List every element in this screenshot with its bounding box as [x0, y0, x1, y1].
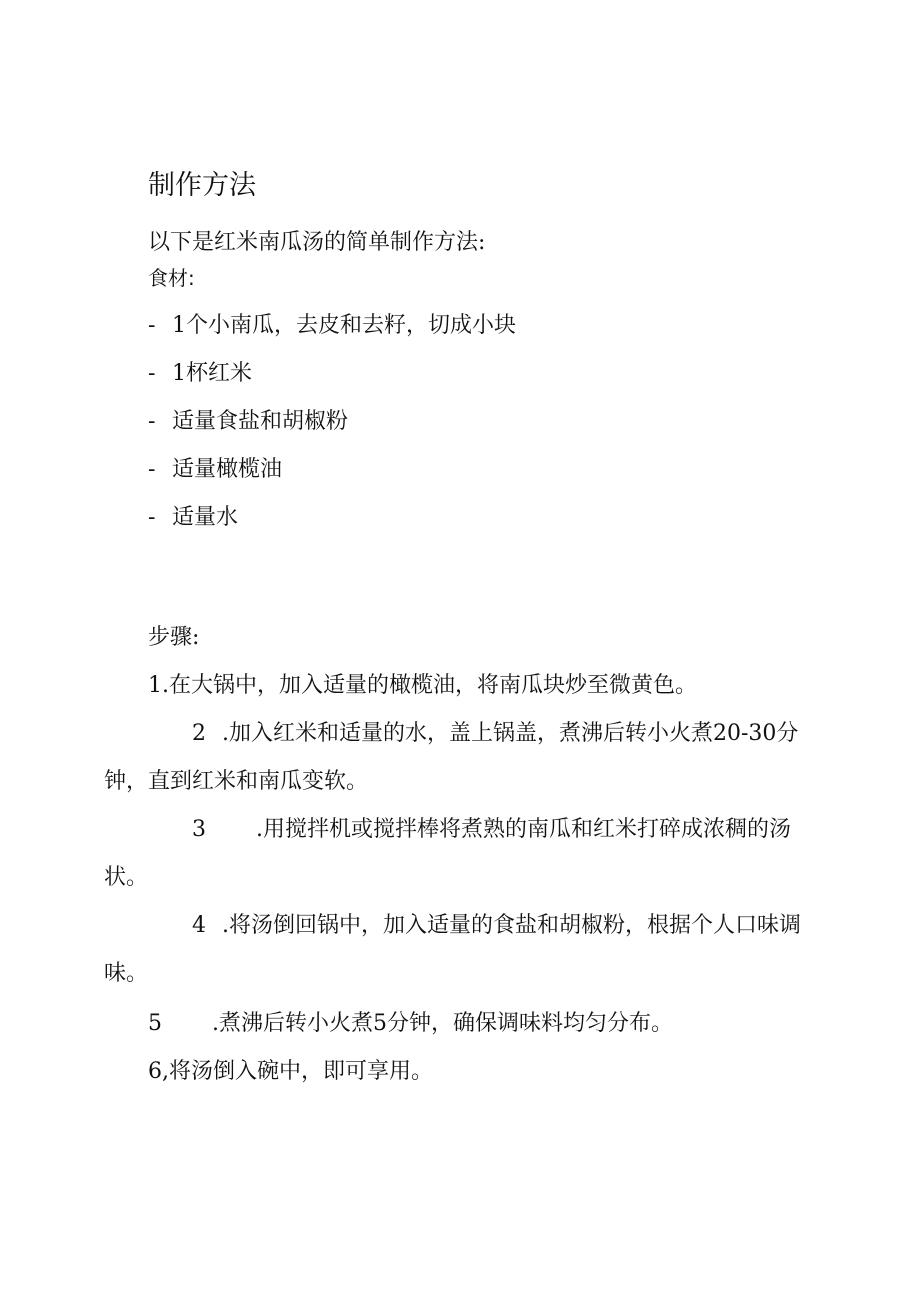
- bullet-dash: -: [148, 505, 156, 530]
- bullet-dash: -: [148, 409, 156, 434]
- ingredient-text: 1杯红米: [172, 361, 252, 386]
- bullet-dash: -: [148, 361, 156, 386]
- step-number: 3: [192, 817, 206, 842]
- ingredient-item: [148, 502, 238, 534]
- step-number: 4: [192, 913, 206, 938]
- steps-label: 步骤:: [148, 625, 200, 650]
- step-text: .用搅拌机或搅拌棒将煮熟的南瓜和红米打碎成浓稠的汤状。: [104, 817, 791, 890]
- step-number: 6,: [148, 1059, 169, 1084]
- ingredient-item: [148, 358, 252, 390]
- step-item: [148, 670, 697, 702]
- step-number: 2: [192, 721, 206, 746]
- ingredient-text: 1个小南瓜，去皮和去籽，切成小块: [172, 313, 516, 338]
- ingredient-text: 适量水: [172, 505, 239, 530]
- step-text: 将汤倒入碗中，即可享用。: [169, 1059, 434, 1084]
- step-item: [104, 902, 804, 998]
- step-text: .加入红米和适量的水，盖上锅盖，煮沸后转小火煮20-30分钟，直到红米和南瓜变软。: [104, 721, 799, 794]
- ingredient-item: [148, 406, 348, 438]
- step-item: [148, 1008, 673, 1040]
- step-item: [104, 710, 804, 806]
- page-title: 制作方法: [148, 170, 256, 201]
- step-item: [148, 1056, 433, 1088]
- bullet-dash: -: [148, 457, 156, 482]
- step-number: 1.: [148, 673, 169, 698]
- step-item: [104, 806, 804, 902]
- step-number: 5: [148, 1011, 162, 1036]
- step-text: 在大锅中，加入适量的橄榄油，将南瓜块炒至微黄色。: [169, 673, 698, 698]
- bullet-dash: -: [148, 313, 156, 338]
- step-text: .将汤倒回锅中，加入适量的食盐和胡椒粉，根据个人口味调味。: [104, 913, 801, 986]
- ingredient-text: 适量食盐和胡椒粉: [172, 409, 349, 434]
- ingredients-label: 食材:: [148, 266, 195, 290]
- ingredient-item: [148, 310, 516, 342]
- step-text: .煮沸后转小火煮5分钟，确保调味料均匀分布。: [212, 1011, 673, 1036]
- ingredient-item: [148, 454, 282, 486]
- intro-text: 以下是红米南瓜汤的简单制作方法:: [148, 230, 486, 255]
- ingredient-text: 适量橄榄油: [172, 457, 283, 482]
